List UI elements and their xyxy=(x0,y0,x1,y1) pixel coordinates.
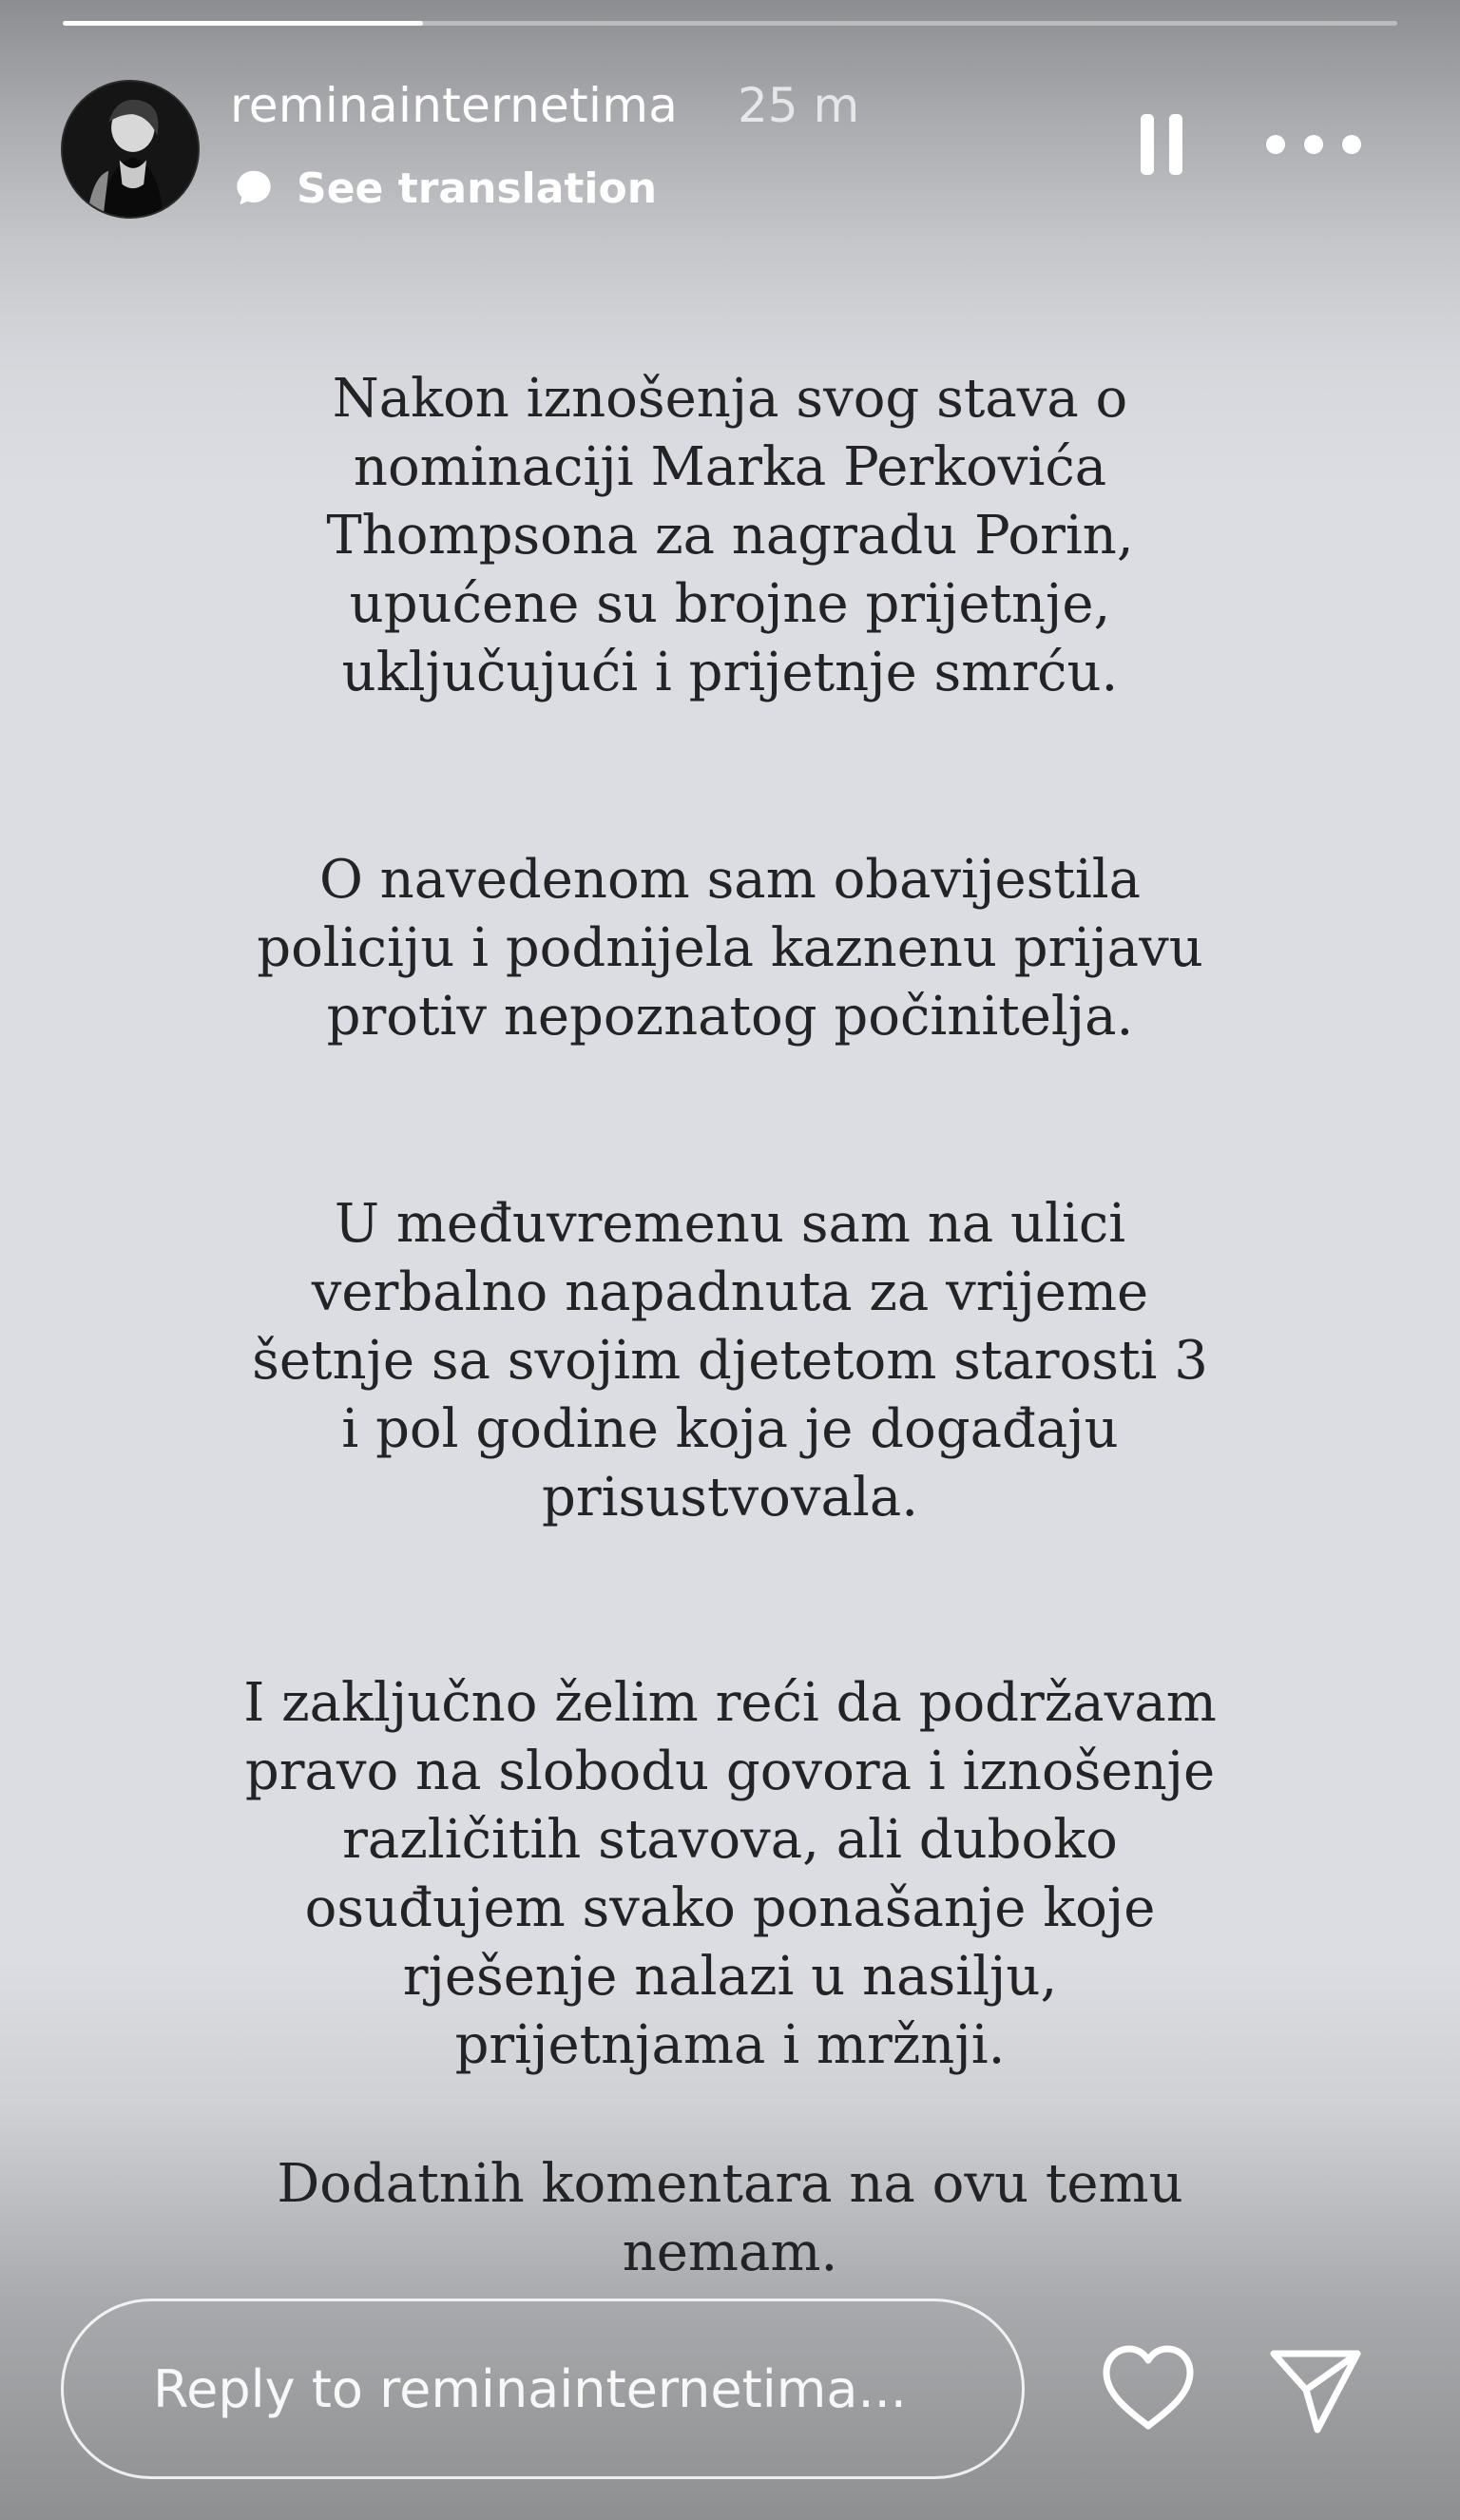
heart-icon[interactable] xyxy=(1099,2342,1198,2433)
text-line: O navedenom sam obavijestila xyxy=(318,849,1142,911)
send-icon[interactable] xyxy=(1268,2344,1363,2435)
text-line: Nakon iznošenja svog stava o xyxy=(332,368,1128,430)
story-paragraph-5 xyxy=(190,2150,1270,2287)
story-paragraph-2 xyxy=(190,846,1270,1051)
text-line: Dodatnih komentara na ovu temu xyxy=(277,2153,1183,2215)
text-line: šetnje sa svojim djetetom starosti 3 xyxy=(252,1330,1208,1392)
text-line: prisustvovala. xyxy=(541,1467,919,1529)
text-line: I zaključno želim reći da podržavam xyxy=(243,1672,1217,1734)
profile-photo-icon xyxy=(63,82,198,217)
text-line: i pol godine koja je događaju xyxy=(341,1398,1119,1460)
text-line: nemam. xyxy=(622,2222,838,2283)
story-paragraph-1 xyxy=(190,365,1270,707)
pause-icon[interactable] xyxy=(1127,110,1196,179)
text-line: verbalno napadnuta za vrijeme xyxy=(311,1261,1149,1323)
see-translation-label: See translation xyxy=(297,164,658,213)
username[interactable]: reminainternetima xyxy=(230,78,679,133)
text-line: prijetnjama i mržnji. xyxy=(454,2014,1006,2076)
text-line: nominaciji Marka Perkovića xyxy=(353,436,1107,498)
text-line: policiju i podnijela kaznenu prijavu xyxy=(257,917,1203,979)
story-progress-fill xyxy=(63,21,423,26)
post-time: 25 m xyxy=(738,78,860,133)
avatar[interactable] xyxy=(61,80,200,219)
see-translation-button[interactable] xyxy=(232,160,657,217)
text-line: Thompsona za nagradu Porin, xyxy=(326,505,1134,567)
reply-placeholder: Reply to reminainternetima... xyxy=(153,2358,907,2419)
more-options-icon[interactable] xyxy=(1262,114,1365,175)
text-line: U međuvremenu sam na ulici xyxy=(334,1193,1126,1255)
text-line: rješenje nalazi u nasilju, xyxy=(402,1946,1058,2008)
text-line: pravo na slobodu govora i iznošenje xyxy=(244,1741,1216,1802)
story-progress-bar xyxy=(63,21,1397,26)
speech-bubble-icon xyxy=(232,166,276,210)
text-line: protiv nepoznatog počinitelja. xyxy=(326,986,1134,1048)
story-paragraph-3 xyxy=(190,1190,1270,1532)
text-line: uključujući i prijetnje smrću. xyxy=(341,642,1119,703)
text-line: upućene su brojne prijetnje, xyxy=(349,573,1111,635)
text-line: osuđujem svako ponašanje koje xyxy=(304,1877,1156,1939)
story-paragraph-4 xyxy=(190,1669,1270,2080)
text-line: različitih stavova, ali duboko xyxy=(342,1809,1118,1871)
reply-input[interactable] xyxy=(61,2299,1025,2479)
